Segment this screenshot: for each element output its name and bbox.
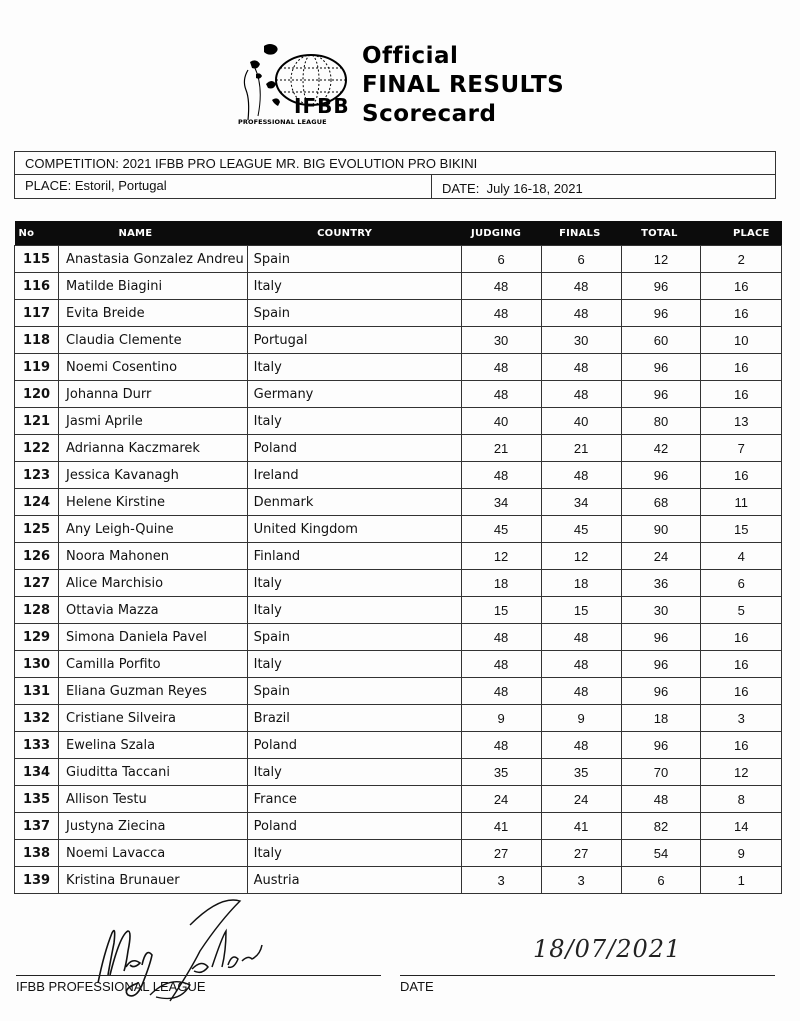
competitor-name: Matilde Biagini (59, 273, 248, 300)
competitor-name: Noemi Cosentino (59, 354, 248, 381)
judging-score: 48 (461, 678, 541, 705)
table-row (15, 624, 782, 651)
place-value: Estoril, Portugal (74, 178, 167, 193)
column-header-no: No (15, 221, 59, 246)
judging-score: 48 (461, 300, 541, 327)
finals-score: 9 (541, 705, 621, 732)
judging-score: 21 (461, 435, 541, 462)
competitor-number: 126 (15, 543, 59, 570)
final-place: 7 (701, 435, 782, 462)
final-place: 10 (701, 327, 782, 354)
finals-score: 40 (541, 408, 621, 435)
judging-score: 18 (461, 570, 541, 597)
competitor-name: Anastasia Gonzalez Andreu (59, 246, 248, 273)
table-row (15, 516, 782, 543)
competitor-country: France (247, 786, 461, 813)
judging-score: 3 (461, 867, 541, 894)
finals-score: 34 (541, 489, 621, 516)
results-body (15, 246, 782, 894)
judging-score: 24 (461, 786, 541, 813)
competitor-number: 123 (15, 462, 59, 489)
finals-score: 48 (541, 651, 621, 678)
judging-score: 35 (461, 759, 541, 786)
competitor-name: Johanna Durr (59, 381, 248, 408)
table-row (15, 408, 782, 435)
competitor-country: Brazil (247, 705, 461, 732)
competitor-country: Spain (247, 678, 461, 705)
competitor-name: Jessica Kavanagh (59, 462, 248, 489)
date-value: July 16-18, 2021 (486, 181, 583, 196)
finals-score: 6 (541, 246, 621, 273)
competitor-number: 121 (15, 408, 59, 435)
competitor-name: Allison Testu (59, 786, 248, 813)
total-score: 60 (621, 327, 701, 354)
competitor-country: Italy (247, 273, 461, 300)
competitor-country: Italy (247, 651, 461, 678)
final-place: 4 (701, 543, 782, 570)
column-header-finals: FINALS (541, 221, 621, 246)
competitor-country: Poland (247, 813, 461, 840)
competitor-number: 138 (15, 840, 59, 867)
competition-value: 2021 IFBB PRO LEAGUE MR. BIG EVOLUTION PRO BIKINI (122, 156, 478, 171)
finals-score: 21 (541, 435, 621, 462)
place-date-row (15, 175, 775, 199)
final-place: 16 (701, 678, 782, 705)
competitor-country: Ireland (247, 462, 461, 489)
finals-score: 30 (541, 327, 621, 354)
finals-score: 27 (541, 840, 621, 867)
competitor-country: Italy (247, 597, 461, 624)
date-cell (432, 175, 583, 199)
total-score: 24 (621, 543, 701, 570)
logo-subtitle: PROFESSIONAL LEAGUE (238, 118, 327, 126)
competitor-country: Poland (247, 435, 461, 462)
finals-score: 48 (541, 624, 621, 651)
total-score: 96 (621, 354, 701, 381)
competitor-number: 115 (15, 246, 59, 273)
competitor-name: Eliana Guzman Reyes (59, 678, 248, 705)
column-header-judging: JUDGING (461, 221, 541, 246)
judging-score: 48 (461, 462, 541, 489)
table-row (15, 435, 782, 462)
column-header-total: TOTAL (621, 221, 701, 246)
title-line-official: Official (362, 43, 459, 69)
final-place: 16 (701, 381, 782, 408)
total-score: 82 (621, 813, 701, 840)
column-header-name: NAME (59, 221, 248, 246)
table-row (15, 273, 782, 300)
finals-score: 48 (541, 462, 621, 489)
finals-score: 41 (541, 813, 621, 840)
table-row (15, 489, 782, 516)
competitor-country: United Kingdom (247, 516, 461, 543)
date-label-footer: DATE (400, 979, 434, 994)
table-row (15, 327, 782, 354)
date-line (400, 975, 775, 976)
table-row (15, 813, 782, 840)
final-place: 16 (701, 732, 782, 759)
table-header-row (15, 221, 782, 246)
finals-score: 48 (541, 732, 621, 759)
competitor-number: 120 (15, 381, 59, 408)
competitor-number: 122 (15, 435, 59, 462)
competitor-name: Giuditta Taccani (59, 759, 248, 786)
finals-score: 48 (541, 273, 621, 300)
judging-score: 9 (461, 705, 541, 732)
judging-score: 48 (461, 732, 541, 759)
total-score: 90 (621, 516, 701, 543)
total-score: 96 (621, 273, 701, 300)
total-score: 70 (621, 759, 701, 786)
finals-score: 15 (541, 597, 621, 624)
judging-score: 15 (461, 597, 541, 624)
competitor-number: 116 (15, 273, 59, 300)
total-score: 36 (621, 570, 701, 597)
total-score: 48 (621, 786, 701, 813)
finals-score: 18 (541, 570, 621, 597)
signature-label: IFBB PROFESSIONAL LEAGUE (16, 979, 206, 994)
judging-score: 6 (461, 246, 541, 273)
judging-score: 12 (461, 543, 541, 570)
final-place: 13 (701, 408, 782, 435)
table-row (15, 300, 782, 327)
competitor-number: 139 (15, 867, 59, 894)
competitor-country: Spain (247, 246, 461, 273)
table-row (15, 651, 782, 678)
competitor-name: Adrianna Kaczmarek (59, 435, 248, 462)
competitor-number: 129 (15, 624, 59, 651)
competitor-country: Poland (247, 732, 461, 759)
competitor-name: Ottavia Mazza (59, 597, 248, 624)
finals-score: 24 (541, 786, 621, 813)
title-line-scorecard: Scorecard (362, 101, 497, 127)
competitor-name: Any Leigh-Quine (59, 516, 248, 543)
document-header (236, 40, 576, 135)
final-place: 16 (701, 300, 782, 327)
judging-score: 27 (461, 840, 541, 867)
table-row (15, 786, 782, 813)
final-place: 6 (701, 570, 782, 597)
document-title (362, 42, 564, 129)
signature-line (16, 975, 381, 976)
competitor-country: Italy (247, 840, 461, 867)
total-score: 96 (621, 462, 701, 489)
competitor-country: Finland (247, 543, 461, 570)
judging-score: 48 (461, 273, 541, 300)
place-cell (15, 175, 432, 199)
total-score: 96 (621, 651, 701, 678)
competitor-name: Kristina Brunauer (59, 867, 248, 894)
table-row (15, 462, 782, 489)
competition-label: COMPETITION: (25, 156, 119, 171)
total-score: 96 (621, 300, 701, 327)
competitor-name: Noemi Lavacca (59, 840, 248, 867)
total-score: 80 (621, 408, 701, 435)
judging-score: 48 (461, 381, 541, 408)
table-row (15, 759, 782, 786)
table-row (15, 354, 782, 381)
judging-score: 48 (461, 651, 541, 678)
competitor-name: Ewelina Szala (59, 732, 248, 759)
table-row (15, 597, 782, 624)
judging-score: 40 (461, 408, 541, 435)
competitor-number: 131 (15, 678, 59, 705)
competitor-country: Portugal (247, 327, 461, 354)
competitor-number: 118 (15, 327, 59, 354)
handwritten-date: 18/07/2021 (533, 935, 682, 963)
total-score: 68 (621, 489, 701, 516)
final-place: 11 (701, 489, 782, 516)
table-row (15, 543, 782, 570)
competitor-name: Evita Breide (59, 300, 248, 327)
final-place: 16 (701, 462, 782, 489)
competitor-name: Jasmi Aprile (59, 408, 248, 435)
table-row (15, 732, 782, 759)
competitor-number: 132 (15, 705, 59, 732)
competition-row (15, 152, 775, 175)
competitor-number: 130 (15, 651, 59, 678)
final-place: 8 (701, 786, 782, 813)
finals-score: 45 (541, 516, 621, 543)
judging-score: 48 (461, 354, 541, 381)
finals-score: 48 (541, 381, 621, 408)
competitor-number: 119 (15, 354, 59, 381)
competitor-country: Italy (247, 354, 461, 381)
total-score: 96 (621, 678, 701, 705)
competitor-number: 133 (15, 732, 59, 759)
competitor-country: Spain (247, 624, 461, 651)
finals-score: 35 (541, 759, 621, 786)
total-score: 12 (621, 246, 701, 273)
final-place: 14 (701, 813, 782, 840)
competitor-country: Germany (247, 381, 461, 408)
final-place: 15 (701, 516, 782, 543)
final-place: 1 (701, 867, 782, 894)
final-place: 16 (701, 651, 782, 678)
competitor-country: Austria (247, 867, 461, 894)
final-place: 16 (701, 354, 782, 381)
competitor-name: Simona Daniela Pavel (59, 624, 248, 651)
final-place: 2 (701, 246, 782, 273)
place-label: PLACE: (25, 178, 72, 193)
competitor-number: 134 (15, 759, 59, 786)
total-score: 6 (621, 867, 701, 894)
competitor-name: Helene Kirstine (59, 489, 248, 516)
judging-score: 45 (461, 516, 541, 543)
competitor-number: 128 (15, 597, 59, 624)
competitor-country: Italy (247, 759, 461, 786)
judging-score: 34 (461, 489, 541, 516)
column-header-country: COUNTRY (247, 221, 461, 246)
table-row (15, 381, 782, 408)
finals-score: 48 (541, 300, 621, 327)
total-score: 42 (621, 435, 701, 462)
judging-score: 48 (461, 624, 541, 651)
final-place: 5 (701, 597, 782, 624)
final-place: 12 (701, 759, 782, 786)
ifbb-logo (236, 40, 361, 132)
competitor-country: Italy (247, 570, 461, 597)
table-row (15, 705, 782, 732)
total-score: 18 (621, 705, 701, 732)
competitor-name: Claudia Clemente (59, 327, 248, 354)
column-header-place: PLACE (701, 221, 782, 246)
competitor-name: Noora Mahonen (59, 543, 248, 570)
date-label: DATE: (442, 181, 480, 196)
competitor-number: 127 (15, 570, 59, 597)
finals-score: 12 (541, 543, 621, 570)
table-row (15, 570, 782, 597)
finals-score: 48 (541, 678, 621, 705)
finals-score: 3 (541, 867, 621, 894)
total-score: 96 (621, 732, 701, 759)
final-place: 16 (701, 273, 782, 300)
final-place: 3 (701, 705, 782, 732)
total-score: 54 (621, 840, 701, 867)
judging-score: 30 (461, 327, 541, 354)
competitor-country: Spain (247, 300, 461, 327)
competitor-number: 135 (15, 786, 59, 813)
table-row (15, 678, 782, 705)
competitor-number: 137 (15, 813, 59, 840)
competition-info-box (14, 151, 776, 199)
competitor-name: Cristiane Silveira (59, 705, 248, 732)
competitor-name: Camilla Porfito (59, 651, 248, 678)
judging-score: 41 (461, 813, 541, 840)
competitor-number: 124 (15, 489, 59, 516)
competitor-country: Denmark (247, 489, 461, 516)
total-score: 96 (621, 624, 701, 651)
competitor-name: Justyna Ziecina (59, 813, 248, 840)
table-row (15, 246, 782, 273)
final-place: 9 (701, 840, 782, 867)
total-score: 96 (621, 381, 701, 408)
competitor-name: Alice Marchisio (59, 570, 248, 597)
table-row (15, 840, 782, 867)
logo-brand: IFBB (294, 94, 350, 118)
final-place: 16 (701, 624, 782, 651)
title-line-final-results: FINAL RESULTS (362, 72, 565, 98)
competitor-number: 125 (15, 516, 59, 543)
competitor-number: 117 (15, 300, 59, 327)
results-table (14, 221, 782, 894)
total-score: 30 (621, 597, 701, 624)
competitor-country: Italy (247, 408, 461, 435)
signature-area (0, 890, 800, 1021)
finals-score: 48 (541, 354, 621, 381)
